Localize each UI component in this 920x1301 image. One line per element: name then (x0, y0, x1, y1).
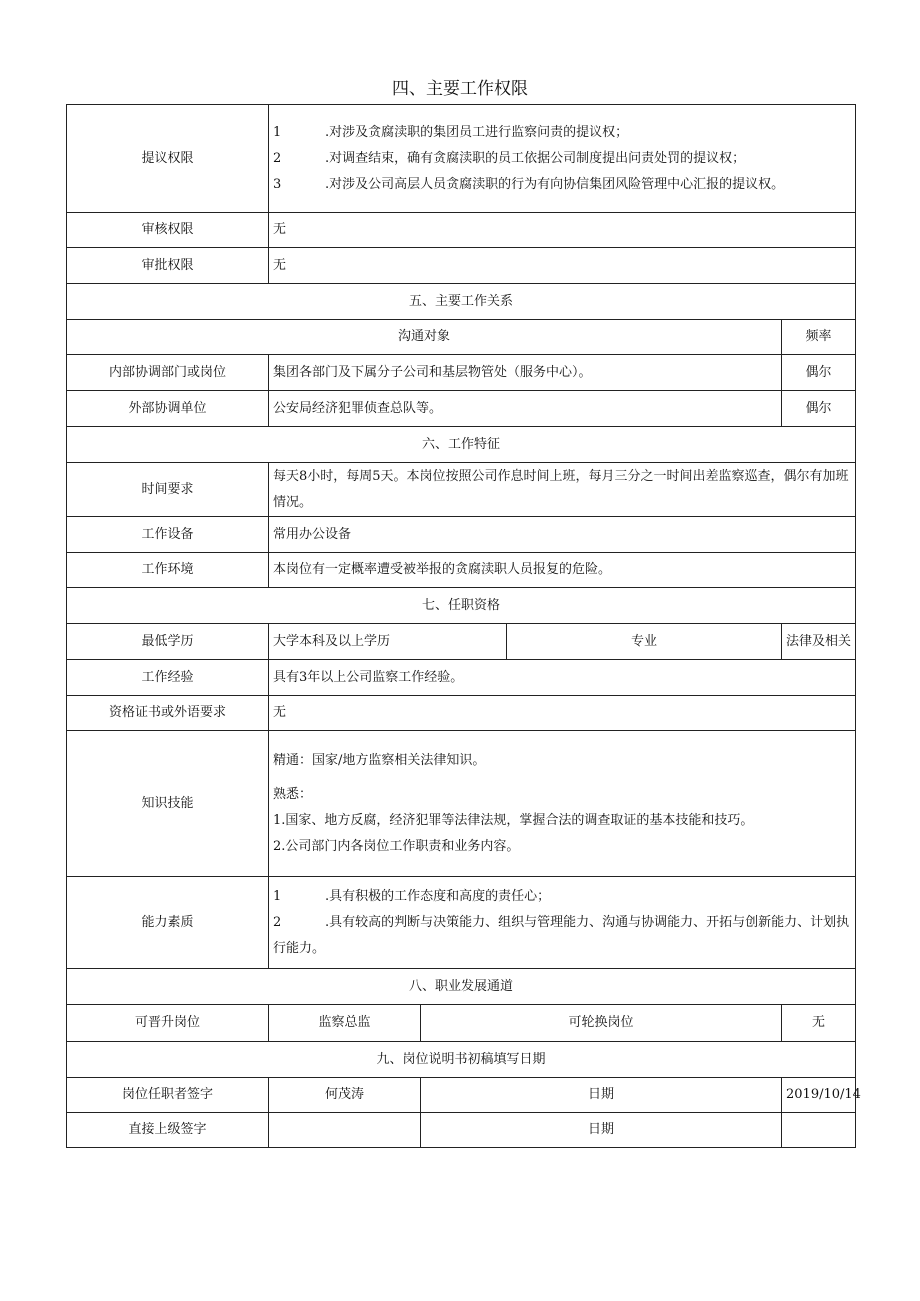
row-propose-authority (67, 105, 856, 213)
promotion-label: 可晋升岗位 (67, 1005, 269, 1042)
row-internal-coordination (67, 355, 856, 391)
row-employee-signature (67, 1078, 856, 1113)
row-external-coordination (67, 391, 856, 427)
supervisor-date-label: 日期 (421, 1113, 782, 1148)
row-work-environment (67, 553, 856, 588)
major-label: 专业 (507, 624, 782, 660)
section-8-title: 八、职业发展通道 (67, 969, 856, 1005)
supervisor-signature-label: 直接上级签字 (67, 1113, 269, 1148)
section-9-title-row (67, 1042, 856, 1078)
header-communication-object: 沟通对象 (67, 320, 782, 355)
section-7-title-row (67, 588, 856, 624)
rotation-value: 无 (782, 1005, 856, 1042)
list-item: 1 .对涉及贪腐渎职的集团员工进行监察问责的提议权； (273, 124, 629, 140)
min-education-label: 最低学历 (67, 624, 269, 660)
section-5-title: 五、主要工作关系 (67, 284, 856, 320)
list-item: 2 .对调查结束，确有贪腐渎职的员工依据公司制度提出问责处罚的提议权； (273, 150, 746, 166)
min-education-value: 大学本科及以上学历 (269, 624, 507, 660)
job-description-table (66, 104, 861, 1148)
section-9-title: 九、岗位说明书初稿填写日期 (67, 1042, 856, 1078)
supervisor-date-value (782, 1113, 856, 1148)
row-approve-authority (67, 248, 856, 284)
work-experience-value: 具有3年以上公司监察工作经验。 (269, 660, 856, 696)
certificate-value: 无 (269, 696, 856, 731)
section-5-title-row (67, 284, 856, 320)
employee-date-label: 日期 (421, 1078, 782, 1113)
internal-coordination-frequency: 偶尔 (782, 355, 856, 391)
section-6-title-row (67, 427, 856, 463)
row-career-path (67, 1005, 856, 1042)
major-value: 法律及相关 (782, 624, 856, 660)
review-authority-label: 审核权限 (67, 213, 269, 248)
row-certificate (67, 696, 856, 731)
work-equipment-label: 工作设备 (67, 517, 269, 553)
approve-authority-value: 无 (269, 248, 856, 284)
certificate-label: 资格证书或外语要求 (67, 696, 269, 731)
section-4-title: 四、主要工作权限 (392, 79, 528, 99)
rotation-label: 可轮换岗位 (421, 1005, 782, 1042)
list-item: 2 .具有较高的判断与决策能力、组织与管理能力、沟通与协调能力、开拓与创新能力、计划执行能力。 (273, 914, 850, 956)
employee-signature-label: 岗位任职者签字 (67, 1078, 269, 1113)
list-item: 3 .对涉及公司高层人员贪腐渎职的行为有向协信集团风险管理中心汇报的提议权。 (273, 176, 785, 192)
row-supervisor-signature (67, 1113, 856, 1148)
work-equipment-value: 常用办公设备 (269, 517, 856, 553)
time-requirement-label: 时间要求 (67, 463, 269, 517)
propose-authority-value (269, 105, 856, 213)
internal-coordination-label: 内部协调部门或岗位 (67, 355, 269, 391)
knowledge-skills-value (269, 731, 856, 877)
row-time-requirement (67, 463, 856, 517)
external-coordination-object: 公安局经济犯罪侦查总队等。 (269, 391, 782, 427)
work-environment-label: 工作环境 (67, 553, 269, 588)
work-environment-value: 本岗位有一定概率遭受被举报的贪腐渎职人员报复的危险。 (269, 553, 856, 588)
external-coordination-frequency: 偶尔 (782, 391, 856, 427)
ability-value (269, 877, 856, 969)
section-7-title: 七、任职资格 (67, 588, 856, 624)
section-8-title-row (67, 969, 856, 1005)
row-min-education (67, 624, 856, 660)
knowledge-line: 2.公司部门内各岗位工作职责和业务内容。 (273, 838, 520, 854)
ability-label: 能力素质 (67, 877, 269, 969)
employee-signature-value: 何茂涛 (269, 1078, 421, 1113)
employee-date-value: 2019/10/14 (782, 1078, 856, 1113)
knowledge-line: 1.国家、地方反腐，经济犯罪等法律法规，掌握合法的调查取证的基本技能和技巧。 (273, 812, 754, 828)
row-work-experience (67, 660, 856, 696)
knowledge-line: 精通：国家/地方监察相关法律知识。 (273, 752, 486, 768)
row-work-equipment (67, 517, 856, 553)
row-review-authority (67, 213, 856, 248)
row-knowledge-skills (67, 731, 856, 877)
knowledge-line: 熟悉： (273, 786, 313, 802)
knowledge-skills-label: 知识技能 (67, 731, 269, 877)
list-item: 1 .具有积极的工作态度和高度的责任心； (273, 888, 551, 904)
supervisor-signature-value (269, 1113, 421, 1148)
approve-authority-label: 审批权限 (67, 248, 269, 284)
relations-header-row (67, 320, 856, 355)
section-6-title: 六、工作特征 (67, 427, 856, 463)
review-authority-value: 无 (269, 213, 856, 248)
work-experience-label: 工作经验 (67, 660, 269, 696)
promotion-value: 监察总监 (269, 1005, 421, 1042)
time-requirement-value: 每天8小时，每周5天。本岗位按照公司作息时间上班，每月三分之一时间出差监察巡查，偶尔有加班情况。 (269, 463, 856, 517)
propose-authority-label: 提议权限 (67, 105, 269, 213)
internal-coordination-object: 集团各部门及下属分子公司和基层物管处（服务中心）。 (269, 355, 782, 391)
row-ability (67, 877, 856, 969)
header-frequency: 频率 (782, 320, 856, 355)
external-coordination-label: 外部协调单位 (67, 391, 269, 427)
